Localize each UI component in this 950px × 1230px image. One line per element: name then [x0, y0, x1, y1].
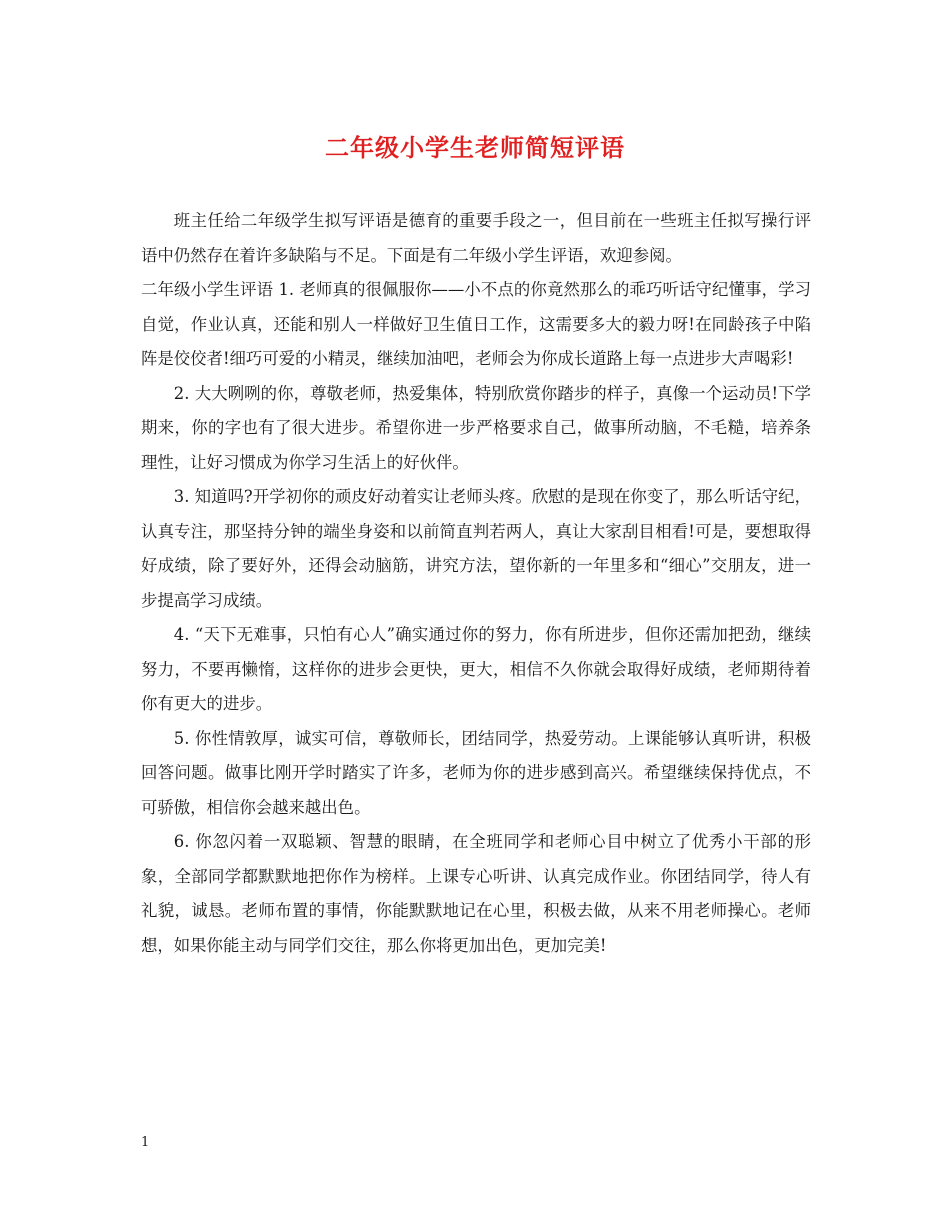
- comment-item-1: 1. 老师真的很佩服你——小不点的你竟然那么的乖巧听话守纪懂事，学习自觉，作业认真，还能和别人一样做好卫生值日工作，这需要多大的毅力呀!在同龄孩子中陷阵是佼佼者!细巧可爱的小精灵，继续加油吧，老师会为你成长道路上每一点进步大声喝彩!: [141, 280, 811, 368]
- intro-paragraph: 班主任给二年级学生拟写评语是德育的重要手段之一，但目前在一些班主任拟写操行评语中仍然存在着许多缺陷与不足。下面是有二年级小学生评语，欢迎参阅。: [141, 211, 811, 265]
- comment-item-5: 5. 你性情敦厚，诚实可信，尊敬师长，团结同学，热爱劳动。上课能够认真听讲，积极回答问题。做事比刚开学时踏实了许多，老师为你的进步感到高兴。希望继续保持优点，不可骄傲，相信你会越来越出色。: [141, 728, 811, 817]
- page-number: 1: [141, 1135, 150, 1150]
- document-body: [141, 204, 811, 963]
- document-title: 二年级小学生老师简短评语: [325, 133, 625, 162]
- section-label: 二年级小学生评语: [141, 280, 274, 299]
- comment-item-4: 4. “天下无难事，只怕有心人”确实通过你的努力，你有所进步，但你还需加把劲，继续努力，不要再懒惰，这样你的进步会更快，更大，相信不久你就会取得好成绩，老师期待着你有更大的进步。: [141, 625, 811, 713]
- comment-item-2: 2. 大大咧咧的你，尊敬老师，热爱集体，特别欣赏你踏步的样子，真像一个运动员!下学期来，你的字也有了很大进步。希望你进一步严格要求自己，做事所动脑，不毛糙，培养条理性，让好习惯成为你学习生活上的好伙伴。: [141, 383, 811, 472]
- section-paragraph: [141, 273, 811, 377]
- comment-item-6: 6. 你忽闪着一双聪颖、智慧的眼睛，在全班同学和老师心目中树立了优秀小干部的形象，全部同学都默默地把你作为榜样。上课专心听讲、认真完成作业。你团结同学，待人有礼貌，诚恳。老师布置的事情，你能默默地记在心里，积极去做，从来不用老师操心。老师想，如果你能主动与同学们交往，那么你将更加出色，更加完美!: [141, 832, 811, 955]
- comment-item-3: 3. 知道吗?开学初你的顽皮好动着实让老师头疼。欣慰的是现在你变了，那么听话守纪，认真专注，那坚持分钟的端坐身姿和以前简直判若两人，真让大家刮目相看!可是，要想取得好成绩，除了要好外，还得会动脑筋，讲究方法，望你新的一年里多和“细心”交朋友，进一步提高学习成绩。: [141, 487, 811, 610]
